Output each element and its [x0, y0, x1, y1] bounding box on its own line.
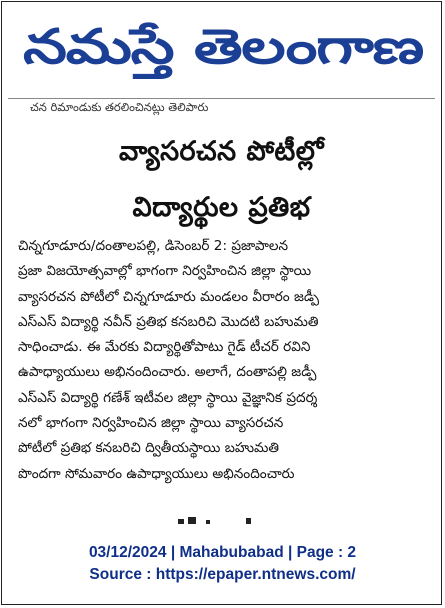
footer-date-edition: 03/12/2024 | Mahabubabad | Page : 2: [88, 544, 357, 561]
body-line: చిన్నగూడూరు/దంతాలపల్లి, డిసెంబర్ 2: ప్రజాపాలన: [18, 238, 289, 254]
clipping-top-edge: [8, 98, 435, 99]
body-line: ఎస్ఎస్ విద్యార్థి గణేశ్ ఇటీవల జిల్లా స్థాయి వైజ్ఞానిక ప్రదర్శ: [18, 389, 318, 406]
body-line: నలో భాగంగా నిర్వహించిన జిల్లా స్థాయి వ్యాసరచన: [18, 415, 284, 432]
clipping-footer: [2, 542, 443, 586]
body-line: ఎస్ఎస్ విద్యార్థి నవీన్ ప్రతిభ కనబరిచి మొదటి బహుమతి: [18, 313, 319, 330]
headline-line-1: వ్యాసరచన పోటీల్లో: [118, 136, 325, 167]
news-clipping: [8, 98, 435, 524]
previous-article-cut-line: చన రిమాండుకు తరలించినట్లు తెలిపారు: [30, 100, 209, 114]
body-line: పొందగా సోమవారం ఉపాధ్యాయులు అభినందించారు: [18, 465, 295, 482]
headline-line-2: విద్యార్థుల ప్రతిభ: [132, 192, 311, 223]
body-line: సాధించాడు. ఈ మేరకు విద్యార్థితోపాటు గైడ్ టీచర్ రవిని: [18, 339, 311, 356]
masthead-logo: [13, 11, 433, 81]
article-body: [18, 234, 435, 487]
newspaper-masthead: [2, 10, 443, 82]
body-line: ప్రజా విజయోత్సవాల్లో భాగంగా నిర్వహించిన జిల్లా స్థాయి: [18, 263, 312, 280]
page-frame: [1, 1, 442, 605]
body-line: ఉపాధ్యాయులు అభినందించారు. అలాగే, దంతాపల్లి జడ్పీ: [18, 364, 317, 381]
masthead-title: నమస్తే తెలంగాణ: [22, 19, 329, 75]
body-line: పోటీలో ప్రతిభ కనబరిచి ద్వితీయస్థాయి బహుమతి: [18, 440, 280, 457]
footer-source-link[interactable]: Source : https://epaper.ntnews.com/: [89, 566, 356, 583]
clipping-cutoff-glyphs: [158, 516, 288, 524]
body-line: వ్యాసరచన పోటీలో చిన్నగూడూరు మండలం వీరారం జడ్పీ: [18, 288, 320, 305]
